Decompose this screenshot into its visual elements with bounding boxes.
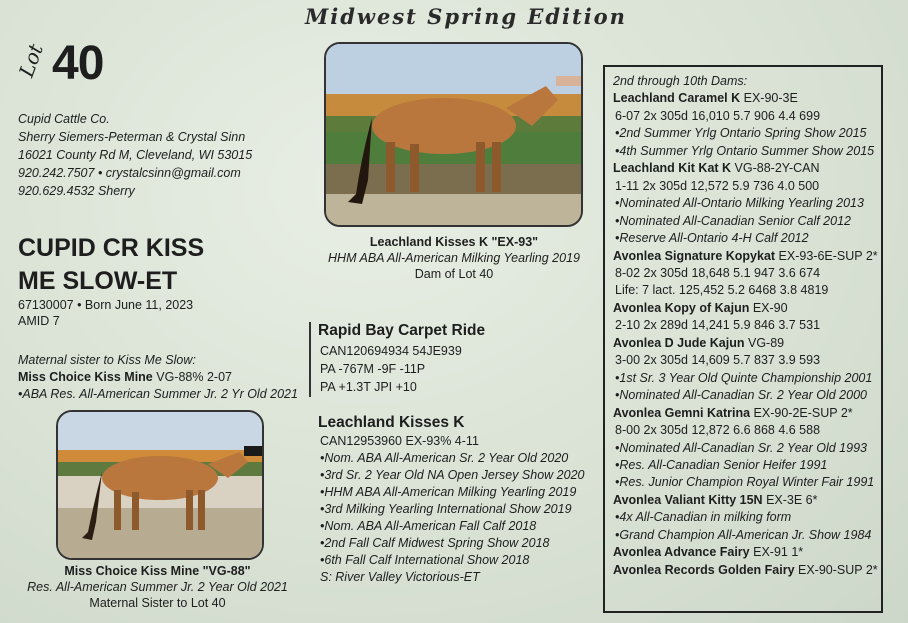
pedigree-dam-detail: Life: 7 lact. 125,452 5.2 6468 3.8 4819 — [615, 283, 829, 298]
maternal-award: •ABA Res. All-American Summer Jr. 2 Yr Old 2021 — [18, 387, 298, 401]
photo1-caption-name: Miss Choice Kiss Mine "VG-88" — [64, 564, 251, 578]
pedigree-dam-entry — [613, 300, 873, 317]
photo1-caption — [20, 563, 295, 611]
pedigree-dam-score: EX-90-SUP 2* — [794, 562, 878, 577]
dam-award: •2nd Fall Calf Midwest Spring Show 2018 — [320, 536, 550, 550]
pedigree-dam-score: EX-93-6E-SUP 2* — [775, 248, 878, 263]
dam-info — [318, 414, 608, 586]
pedigree-dam-detail: •Nominated All-Ontario Milking Yearling 2013 — [615, 196, 864, 211]
pedigree-dam-name: Avonlea D Jude Kajun — [613, 335, 745, 350]
pedigree-dam-entry — [613, 405, 873, 422]
maternal-name: Miss Choice Kiss Mine — [18, 370, 153, 384]
pedigree-dams-list — [613, 90, 878, 579]
maternal-score: VG-88% 2-07 — [152, 370, 232, 384]
pedigree-dam-entry — [613, 544, 873, 561]
pedigree-dam-entry — [613, 492, 873, 509]
pedigree-dam-entry — [613, 562, 878, 579]
animal-name-line1: CUPID CR KISS — [18, 234, 205, 262]
pedigree-dam-name: Avonlea Signature Kopykat — [613, 248, 776, 263]
pedigree-dam-detail: 2-10 2x 289d 14,241 5.9 846 3.7 531 — [615, 318, 821, 333]
maternal-sister-photo — [56, 410, 264, 560]
pedigree-dam-detail: •Reserve All-Ontario 4-H Calf 2012 — [615, 231, 809, 246]
edition-title: Midwest Spring Edition — [305, 4, 627, 29]
pedigree-dam-detail: •Res. Junior Champion Royal Winter Fair 1991 — [615, 475, 875, 490]
dam-reg: CAN12953960 EX-93% 4-11 — [320, 434, 479, 448]
animal-registration — [18, 297, 193, 329]
pedigree-dam-detail: •1st Sr. 3 Year Old Quinte Championship 2001 — [615, 370, 873, 385]
sire-reg: CAN120694934 54JE939 — [320, 344, 462, 358]
pedigree-dam-score: VG-88-2Y-CAN — [731, 161, 820, 176]
pedigree-dam-entry — [613, 160, 873, 177]
pedigree-dam-detail: •Res. All-Canadian Senior Heifer 1991 — [615, 457, 828, 472]
consignor-phone-email: 920.242.7507 • crystalcsinn@gmail.com — [18, 166, 241, 180]
pedigree-dam-name: Leachland Caramel K — [613, 91, 741, 106]
consignor-address: 16021 County Rd M, Cleveland, WI 53015 — [18, 148, 253, 162]
pedigree-dam-score: EX-90-2E-SUP 2* — [750, 405, 853, 420]
pedigree-dam-score: EX-91 1* — [749, 545, 804, 560]
photo1-caption-award: Res. All-American Summer Jr. 2 Year Old 2021 — [27, 580, 288, 594]
consignor-name: Cupid Cattle Co. — [18, 112, 110, 126]
pedigree-dam-name: Leachland Kit Kat K — [613, 161, 732, 176]
pedigree-dam-score: EX-90-3E — [740, 91, 798, 106]
pedigree-dam-detail: 3-00 2x 305d 14,609 5.7 837 3.9 593 — [615, 353, 821, 368]
animal-name — [18, 232, 204, 298]
dam-name: Leachland Kisses K — [318, 414, 465, 431]
photo2-caption-award: HHM ABA All-American Milking Yearling 2019 — [328, 251, 580, 265]
pedigree-dam-name: Avonlea Advance Fairy — [613, 545, 750, 560]
lot-label: Lot — [14, 40, 48, 81]
dam-award: •Nom. ABA All-American Fall Calf 2018 — [320, 519, 537, 533]
pedigree-dam-name: Avonlea Kopy of Kajun — [613, 300, 750, 315]
sire-info — [318, 322, 485, 396]
pedigree-dam-score: VG-89 — [744, 335, 785, 350]
photo2-caption — [318, 234, 590, 282]
sire-pa: PA -767M -9F -11P — [320, 362, 426, 376]
consignor-phone-sherry: 920.629.4532 Sherry — [18, 184, 135, 198]
pedigree-dam-name: Avonlea Gemni Katrina — [613, 405, 751, 420]
dam-award: •6th Fall Calf International Show 2018 — [320, 553, 530, 567]
pedigree-dam-detail: •2nd Summer Yrlg Ontario Spring Show 2015 — [615, 126, 867, 141]
pedigree-dam-score: EX-90 — [749, 300, 788, 315]
sire-bracket-line — [309, 322, 311, 397]
dam-award: •HHM ABA All-American Milking Yearling 2019 — [320, 485, 577, 499]
amid: AMID 7 — [18, 314, 60, 328]
pedigree-dam-name: Avonlea Valiant Kitty 15N — [613, 492, 763, 507]
photo2-caption-name: Leachland Kisses K "EX-93" — [369, 235, 539, 249]
pedigree-dam-detail: •4th Summer Yrlg Ontario Summer Show 2015 — [615, 143, 875, 158]
sire-jpi: PA +1.3T JPI +10 — [320, 380, 417, 394]
pedigree-dam-entry — [613, 335, 873, 352]
maternal-sister-info — [18, 352, 318, 403]
photo1-caption-relation: Maternal Sister to Lot 40 — [89, 596, 226, 610]
pedigree-dam-detail: •Grand Champion All-American Jr. Show 1984 — [615, 527, 872, 542]
dam-photo — [324, 42, 583, 227]
dam-award: •Nom. ABA All-American Sr. 2 Year Old 2020 — [320, 451, 569, 465]
lot-number: 40 — [52, 37, 104, 90]
pedigree-dam-entry — [613, 90, 873, 107]
pedigree-dam-detail: •Nominated All-Canadian Senior Calf 2012 — [615, 213, 851, 228]
animal-name-line2: ME SLOW-ET — [18, 267, 178, 295]
pedigree-dam-detail: •Nominated All-Canadian Sr. 2 Year Old 2000 — [615, 388, 867, 403]
pedigree-dam-entry — [613, 248, 878, 265]
dam-award: •3rd Milking Yearling International Show 2019 — [320, 502, 572, 516]
pedigree-dam-detail: 6-07 2x 305d 16,010 5.7 906 4.4 699 — [615, 108, 821, 123]
pedigree-box — [603, 65, 883, 613]
pedigree-heading: 2nd through 10th Dams: — [613, 74, 748, 88]
pedigree-dam-name: Avonlea Records Golden Fairy — [613, 562, 795, 577]
pedigree-dam-detail: 1-11 2x 305d 12,572 5.9 736 4.0 500 — [615, 178, 820, 193]
consignor-owners: Sherry Siemers-Peterman & Crystal Sinn — [18, 130, 246, 144]
pedigree-dam-detail: •4x All-Canadian in milking form — [615, 510, 792, 525]
consignor-info — [18, 110, 308, 200]
maternal-heading: Maternal sister to Kiss Me Slow: — [18, 353, 196, 367]
photo2-caption-relation: Dam of Lot 40 — [414, 267, 494, 281]
pedigree-dam-detail: •Nominated All-Canadian Sr. 2 Year Old 1993 — [615, 440, 867, 455]
sire-name: Rapid Bay Carpet Ride — [318, 322, 486, 339]
dam-sire-note: S: River Valley Victorious-ET — [320, 570, 480, 584]
pedigree-dam-detail: 8-00 2x 305d 12,872 6.6 868 4.6 588 — [615, 423, 821, 438]
pedigree-dam-score: EX-3E 6* — [762, 492, 818, 507]
dam-award: •3rd Sr. 2 Year Old NA Open Jersey Show 2020 — [320, 468, 585, 482]
reg-and-birthdate: 67130007 • Born June 11, 2023 — [18, 298, 194, 312]
pedigree-dam-detail: 8-02 2x 305d 18,648 5.1 947 3.6 674 — [615, 265, 821, 280]
